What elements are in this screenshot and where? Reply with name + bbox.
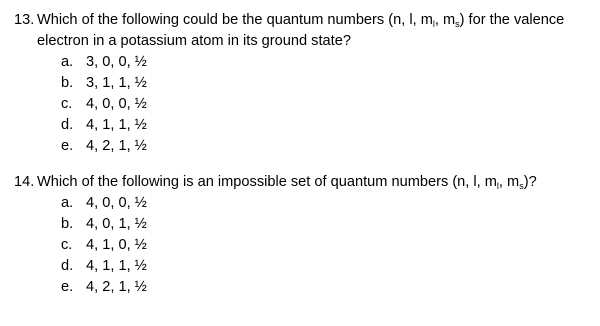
choice-text: 4, 2, 1, ½ (86, 138, 147, 154)
stem-text-mid: , m (498, 174, 520, 190)
choice-letter: e. (61, 138, 74, 154)
stem-text-mid: , m (434, 12, 456, 28)
stem-text-end: )? (523, 174, 537, 190)
choice-letter: b. (61, 75, 74, 91)
choice-text: 4, 1, 1, ½ (86, 117, 147, 133)
choice-text: 3, 1, 1, ½ (86, 75, 147, 91)
stem-text: Which of the following is an impossible set of quantum numbers (n, l, m (37, 174, 497, 190)
stem-text-end: ) for the valence electron in a potassium atom in its ground state? (37, 12, 565, 49)
choice-letter: c. (61, 96, 73, 112)
choice-text: 4, 1, 0, ½ (86, 237, 147, 253)
choice-b[interactable] (0, 73, 600, 94)
choice-d[interactable] (0, 115, 600, 136)
choice-d[interactable] (0, 256, 600, 277)
choice-a[interactable] (0, 193, 600, 214)
subscript-l: l (432, 19, 435, 29)
choice-letter: d. (61, 258, 74, 274)
choice-e[interactable] (0, 136, 600, 157)
subscript-s: s (455, 19, 460, 29)
choice-letter: e. (61, 279, 74, 295)
choice-text: 4, 2, 1, ½ (86, 279, 147, 295)
question-number: 13. (14, 12, 35, 28)
subscript-s: s (519, 181, 524, 191)
stem-text: Which of the following could be the quantum numbers (n, l, m (37, 12, 433, 28)
choice-e[interactable] (0, 277, 600, 298)
subscript-l: l (496, 181, 499, 191)
question-stem (0, 172, 600, 193)
answer-choices (0, 52, 600, 157)
choice-a[interactable] (0, 52, 600, 73)
choice-letter: a. (61, 54, 74, 70)
question-number: 14. (14, 174, 35, 190)
choice-text: 4, 0, 0, ½ (86, 195, 147, 211)
choice-c[interactable] (0, 94, 600, 115)
choice-letter: b. (61, 216, 74, 232)
choice-letter: a. (61, 195, 74, 211)
choice-text: 4, 0, 1, ½ (86, 216, 147, 232)
answer-choices (0, 193, 600, 298)
question-14 (0, 172, 600, 298)
question-stem (0, 10, 600, 52)
choice-letter: d. (61, 117, 74, 133)
choice-b[interactable] (0, 214, 600, 235)
choice-text: 3, 0, 0, ½ (86, 54, 147, 70)
choice-text: 4, 1, 1, ½ (86, 258, 147, 274)
choice-text: 4, 0, 0, ½ (86, 96, 147, 112)
choice-letter: c. (61, 237, 73, 253)
question-13 (0, 10, 600, 157)
choice-c[interactable] (0, 235, 600, 256)
